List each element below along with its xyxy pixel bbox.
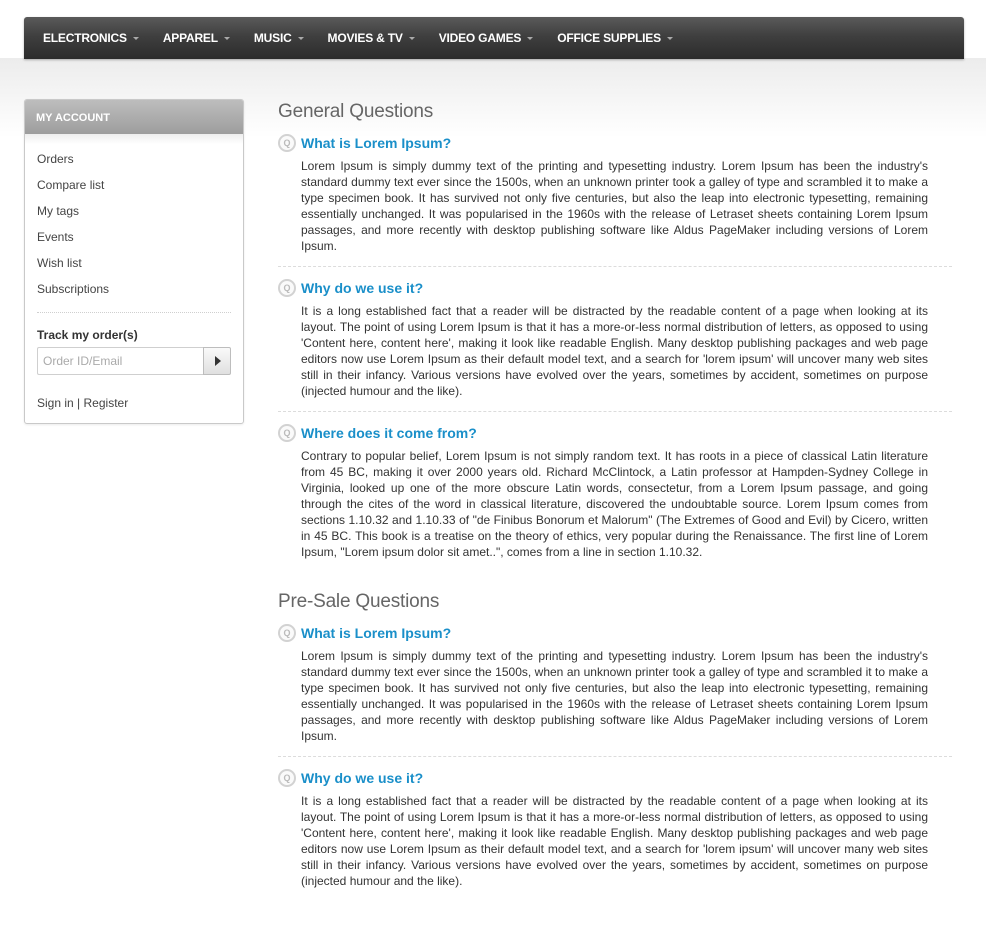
caret-down-icon [133,37,139,40]
faq-divider [278,266,952,267]
faq-question[interactable]: Where does it come from? [301,425,477,441]
sidebar-link-wish-list[interactable]: Wish list [37,256,82,270]
faq-content [278,98,952,889]
caret-down-icon [667,37,673,40]
faq-question-row[interactable] [278,618,952,644]
nav-label: MUSIC [253,31,292,45]
faq-item [278,273,952,399]
section-title: General Questions [278,101,434,122]
order-id-input[interactable] [37,347,203,375]
faq-question-row[interactable] [278,128,952,154]
register-link[interactable]: Register [83,396,129,410]
auth-separator: | [77,396,81,410]
faq-question-row[interactable] [278,273,952,299]
faq-divider [278,756,952,757]
auth-links [25,375,243,410]
sidebar-link-my-tags[interactable]: My tags [37,204,80,218]
question-magnifier-icon: Q [278,769,296,787]
sidebar-header-shadow [25,134,243,144]
faq-answer: It is a long established fact that a reader will be distracted by the readable content of a page when looking at its layout. The point of using Lorem Ipsum is that it has a more-or-less normal distribution of letters, as opposed to using 'Content here, content here', making it look like readable English. Many desktop publishing packages and web page editors now use Lorem Ipsum as their default model text, and a search for 'lorem ipsum' will uncover many web sites still in their infancy. Various versions have evolved over the years, sometimes by accident, sometimes on purpose (injected humour and the like). [301,794,928,888]
play-arrow-icon [215,356,221,366]
faq-answer: Contrary to popular belief, Lorem Ipsum is not simply random text. It has roots in a piece of classical Latin literature from 45 BC, making it over 2000 years old. Richard McClintock, a Latin professor at Hampden-Sydney College in Virginia, looked up one of the more obscure Latin words, consectetur, from a Lorem Ipsum passage, and going through the cites of the word in classical literature, discovered the undoubtable source. Lorem Ipsum comes from sections 1.10.32 and 1.10.33 of "de Finibus Bonorum et Malorum" (The Extremes of Good and Evil) by Cicero, written in 45 BC. This book is a treatise on the theory of ethics, very popular during the Renaissance. The first line of Lorem Ipsum, "Lorem ipsum dolor sit amet..", comes from a line in section 1.10.32. [301,449,928,559]
faq-item [278,128,952,254]
faq-item [278,618,952,744]
sign-in-link[interactable]: Sign in [37,396,74,410]
nav-label: APPAREL [162,31,218,45]
track-submit-button[interactable] [203,347,231,375]
faq-divider [278,411,952,412]
question-magnifier-icon: Q [278,279,296,297]
nav-electronics[interactable] [43,31,139,45]
nav-label: ELECTRONICS [43,31,127,45]
nav-label: OFFICE SUPPLIES [557,31,661,45]
caret-down-icon [298,37,304,40]
faq-question-row[interactable] [278,418,952,444]
account-links [25,144,243,308]
faq-item [278,418,952,560]
nav-movies-tv[interactable] [328,31,415,45]
question-magnifier-icon: Q [278,624,296,642]
account-sidebar [24,99,244,424]
faq-question-row[interactable] [278,763,952,789]
caret-down-icon [527,37,533,40]
question-magnifier-icon: Q [278,424,296,442]
nav-music[interactable] [254,31,304,45]
caret-down-icon [224,37,230,40]
faq-item [278,763,952,889]
track-order-label: Track my order(s) [37,328,138,342]
top-navigation [24,17,964,59]
faq-answer: It is a long established fact that a reader will be distracted by the readable content of a page when looking at its layout. The point of using Lorem Ipsum is that it has a more-or-less normal distribution of letters, as opposed to using 'Content here, content here', making it look like readable English. Many desktop publishing packages and web page editors now use Lorem Ipsum as their default model text, and a search for 'lorem ipsum' will uncover many web sites still in their infancy. Various versions have evolved over the years, sometimes by accident, sometimes on purpose (injected humour and the like). [301,304,928,398]
caret-down-icon [409,37,415,40]
sidebar-link-subscriptions[interactable]: Subscriptions [37,282,110,296]
nav-video-games[interactable] [439,31,533,45]
faq-answer: Lorem Ipsum is simply dummy text of the printing and typesetting industry. Lorem Ipsum has been the industry's standard dummy text ever since the 1500s, when an unknown printer took a galley of type and scrambled it to make a type specimen book. It has survived not only five centuries, but also the leap into electronic typesetting, remaining essentially unchanged. It was popularised in the 1960s with the release of Letraset sheets containing Lorem Ipsum passages, and more recently with desktop publishing software like Aldus PageMaker including versions of Lorem Ipsum. [301,649,928,743]
nav-office-supplies[interactable] [557,31,673,45]
sidebar-title: MY ACCOUNT [25,100,243,134]
faq-question[interactable]: Why do we use it? [301,280,424,296]
sidebar-link-compare-list[interactable]: Compare list [37,178,105,192]
section-title: Pre-Sale Questions [278,591,440,612]
faq-question[interactable]: What is Lorem Ipsum? [301,135,452,151]
track-order-form [25,347,243,375]
question-magnifier-icon: Q [278,134,296,152]
sidebar-link-events[interactable]: Events [37,230,74,244]
nav-apparel[interactable] [163,31,230,45]
nav-label: MOVIES & TV [327,31,403,45]
faq-question[interactable]: What is Lorem Ipsum? [301,625,452,641]
faq-answer: Lorem Ipsum is simply dummy text of the printing and typesetting industry. Lorem Ipsum has been the industry's standard dummy text ever since the 1500s, when an unknown printer took a galley of type and scrambled it to make a type specimen book. It has survived not only five centuries, but also the leap into electronic typesetting, remaining essentially unchanged. It was popularised in the 1960s with the release of Letraset sheets containing Lorem Ipsum passages, and more recently with desktop publishing software like Aldus PageMaker including versions of Lorem Ipsum. [301,159,928,253]
nav-label: VIDEO GAMES [438,31,522,45]
faq-question[interactable]: Why do we use it? [301,770,424,786]
sidebar-link-orders[interactable]: Orders [37,152,74,166]
